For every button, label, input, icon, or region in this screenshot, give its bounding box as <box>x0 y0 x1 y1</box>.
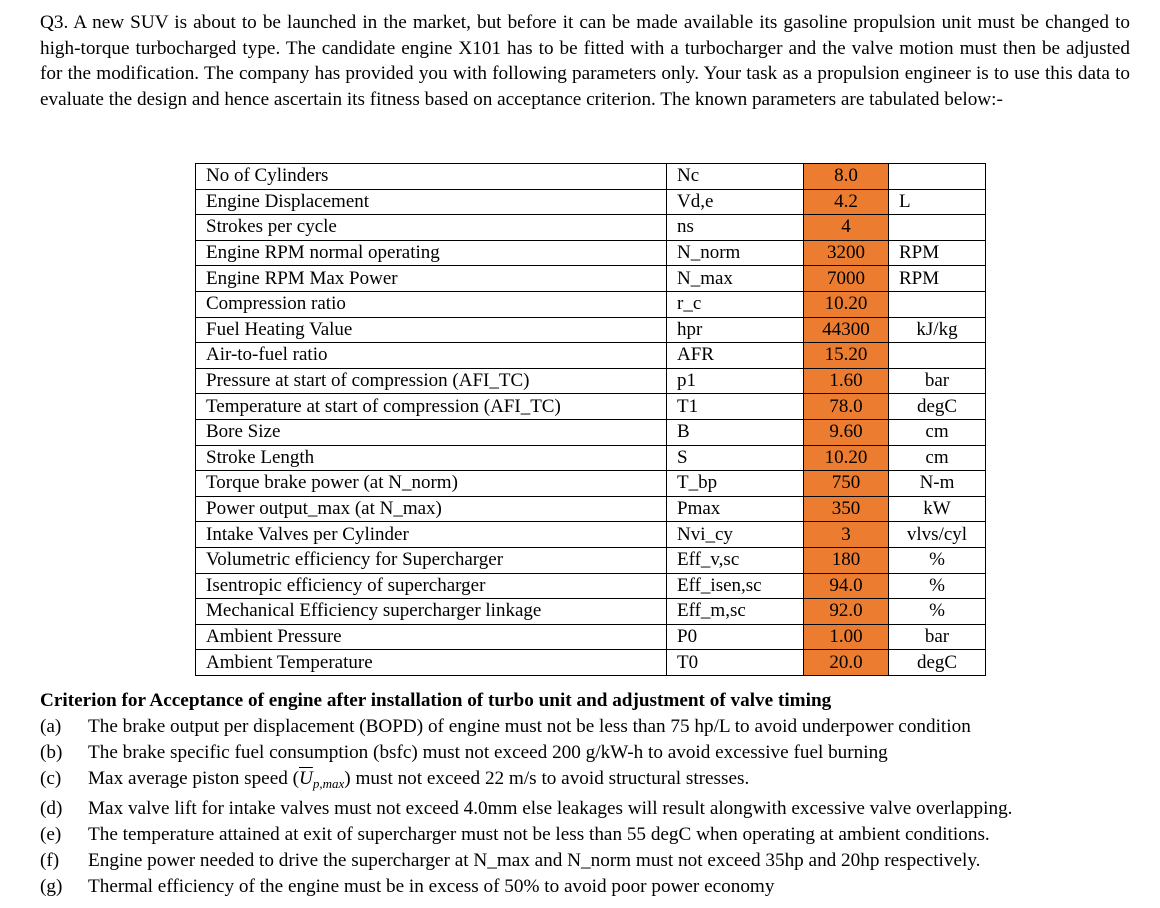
criterion-label: (g) <box>40 875 63 897</box>
param-name: Temperature at start of compression (AFI_TC) <box>196 394 667 420</box>
criterion-item <box>40 796 1150 822</box>
param-unit: degC <box>889 394 986 420</box>
criterion-text-pre: Max average piston speed ( <box>88 767 299 789</box>
piston-speed-subscript: p,max <box>312 775 345 791</box>
param-row <box>196 215 986 241</box>
param-name: Compression ratio <box>196 291 667 317</box>
param-unit: degC <box>889 650 986 676</box>
param-unit: bar <box>889 368 986 394</box>
param-unit: kW <box>889 496 986 522</box>
param-row <box>196 343 986 369</box>
criterion-text: The brake output per displacement (BOPD) of engine must not be less than 75 hp/L to avoid underpower condition <box>88 716 971 737</box>
param-name: Torque brake power (at N_norm) <box>196 471 667 497</box>
param-row <box>196 240 986 266</box>
param-row <box>196 394 986 420</box>
param-symbol: ns <box>667 215 804 241</box>
param-symbol: P0 <box>667 624 804 650</box>
param-value: 1.00 <box>804 624 889 650</box>
param-unit: cm <box>889 419 986 445</box>
param-value: 4.2 <box>804 189 889 215</box>
param-name: Strokes per cycle <box>196 215 667 241</box>
param-row <box>196 368 986 394</box>
param-value: 15.20 <box>804 343 889 369</box>
param-value: 10.20 <box>804 291 889 317</box>
param-value: 4 <box>804 215 889 241</box>
param-name: Isentropic efficiency of supercharger <box>196 573 667 599</box>
param-value: 350 <box>804 496 889 522</box>
question-text: Q3. A new SUV is about to be launched in the market, but before it can be made available its gasoline propulsion unit must be changed to high-torque turbocharged type. The candidate engine X101 has to be fitted with a turbocharger and the valve motion must then be adjusted for the modification. The company has provided you with following parameters only. Your task as a propulsion engineer is to use this data to evaluate the design and hence ascertain its fitness based on acceptance criterion. The known parameters are tabulated below:- <box>40 12 1130 110</box>
param-symbol: T_bp <box>667 471 804 497</box>
param-unit: % <box>889 547 986 573</box>
piston-speed-symbol: $\overline{U}$ <box>299 767 313 789</box>
param-value: 7000 <box>804 266 889 292</box>
param-row <box>196 445 986 471</box>
criterion-label: (c) <box>40 767 62 789</box>
criterion-text: Max valve lift for intake valves must not exceed 4.0mm else leakages will result alongwith excessive valve overlapping. <box>88 798 1013 820</box>
param-row <box>196 317 986 343</box>
param-symbol: Nvi_cy <box>667 522 804 548</box>
param-name: Pressure at start of compression (AFI_TC) <box>196 368 667 394</box>
param-symbol: Eff_v,sc <box>667 547 804 573</box>
param-name: Mechanical Efficiency supercharger linkage <box>196 599 667 625</box>
param-name: Fuel Heating Value <box>196 317 667 343</box>
param-unit: RPM <box>889 240 986 266</box>
criterion-text: The brake specific fuel consumption (bsfc) must not exceed 200 g/kW-h to avoid excessive fuel burning <box>88 741 888 763</box>
param-symbol: r_c <box>667 291 804 317</box>
param-name: Stroke Length <box>196 445 667 471</box>
criterion-label: (d) <box>40 798 63 820</box>
acceptance-criteria <box>40 688 1150 900</box>
param-value: 1.60 <box>804 368 889 394</box>
criterion-label: (e) <box>40 824 62 846</box>
param-symbol: p1 <box>667 368 804 394</box>
param-value: 20.0 <box>804 650 889 676</box>
criteria-title: Criterion for Acceptance of engine after installation of turbo unit and adjustment of valve timing <box>40 690 832 711</box>
param-symbol: S <box>667 445 804 471</box>
param-unit <box>889 343 986 369</box>
criteria-list <box>40 714 1150 900</box>
criterion-label: (f) <box>40 849 60 871</box>
param-unit: bar <box>889 624 986 650</box>
criterion-item <box>40 822 1150 848</box>
param-name: Ambient Temperature <box>196 650 667 676</box>
param-symbol: Nc <box>667 164 804 190</box>
param-name: Ambient Pressure <box>196 624 667 650</box>
param-value: 10.20 <box>804 445 889 471</box>
param-symbol: AFR <box>667 343 804 369</box>
param-row <box>196 189 986 215</box>
param-name: No of Cylinders <box>196 164 667 190</box>
param-name: Volumetric efficiency for Supercharger <box>196 547 667 573</box>
param-symbol: Pmax <box>667 496 804 522</box>
param-unit: L <box>889 189 986 215</box>
param-unit <box>889 164 986 190</box>
param-row <box>196 522 986 548</box>
param-unit: RPM <box>889 266 986 292</box>
criterion-item <box>40 714 1150 740</box>
param-name: Power output_max (at N_max) <box>196 496 667 522</box>
param-name: Engine RPM normal operating <box>196 240 667 266</box>
param-row <box>196 164 986 190</box>
param-unit: kJ/kg <box>889 317 986 343</box>
param-row <box>196 599 986 625</box>
criterion-text: Thermal efficiency of the engine must be in excess of 50% to avoid poor power economy <box>88 875 775 897</box>
param-unit: vlvs/cyl <box>889 522 986 548</box>
param-name: Engine Displacement <box>196 189 667 215</box>
parameters-table <box>195 163 986 676</box>
param-value: 92.0 <box>804 599 889 625</box>
param-symbol: T0 <box>667 650 804 676</box>
param-name: Intake Valves per Cylinder <box>196 522 667 548</box>
param-symbol: N_norm <box>667 240 804 266</box>
criterion-text <box>88 766 749 797</box>
param-value: 8.0 <box>804 164 889 190</box>
param-row <box>196 291 986 317</box>
param-value: 44300 <box>804 317 889 343</box>
param-name: Air-to-fuel ratio <box>196 343 667 369</box>
param-unit: % <box>889 573 986 599</box>
criterion-label: (b) <box>40 741 63 763</box>
criterion-text: Engine power needed to drive the supercharger at N_max and N_norm must not exceed 35hp and 20hp respectively. <box>88 849 981 871</box>
param-value: 3 <box>804 522 889 548</box>
param-name: Engine RPM Max Power <box>196 266 667 292</box>
param-row <box>196 419 986 445</box>
param-symbol: Eff_m,sc <box>667 599 804 625</box>
param-unit <box>889 215 986 241</box>
param-symbol: T1 <box>667 394 804 420</box>
criterion-item <box>40 766 1150 797</box>
param-row <box>196 624 986 650</box>
criterion-item <box>40 874 1150 900</box>
param-value: 180 <box>804 547 889 573</box>
param-symbol: Vd,e <box>667 189 804 215</box>
criterion-item <box>40 848 1150 874</box>
criterion-text-post: ) must not exceed 22 m/s to avoid structural stresses. <box>344 767 750 789</box>
param-value: 750 <box>804 471 889 497</box>
param-value: 3200 <box>804 240 889 266</box>
param-symbol: N_max <box>667 266 804 292</box>
criterion-text: The temperature attained at exit of supercharger must not be less than 55 degC when operating at ambient conditions. <box>88 824 990 846</box>
param-row <box>196 266 986 292</box>
param-unit <box>889 291 986 317</box>
param-row <box>196 471 986 497</box>
param-value: 9.60 <box>804 419 889 445</box>
criterion-label: (a) <box>40 716 62 737</box>
param-value: 94.0 <box>804 573 889 599</box>
param-symbol: Eff_isen,sc <box>667 573 804 599</box>
param-name: Bore Size <box>196 419 667 445</box>
criterion-item <box>40 740 1150 766</box>
param-value: 78.0 <box>804 394 889 420</box>
param-unit: cm <box>889 445 986 471</box>
param-symbol: hpr <box>667 317 804 343</box>
param-symbol: B <box>667 419 804 445</box>
param-row <box>196 547 986 573</box>
param-row <box>196 650 986 676</box>
param-unit: N-m <box>889 471 986 497</box>
param-row <box>196 496 986 522</box>
param-row <box>196 573 986 599</box>
param-unit: % <box>889 599 986 625</box>
